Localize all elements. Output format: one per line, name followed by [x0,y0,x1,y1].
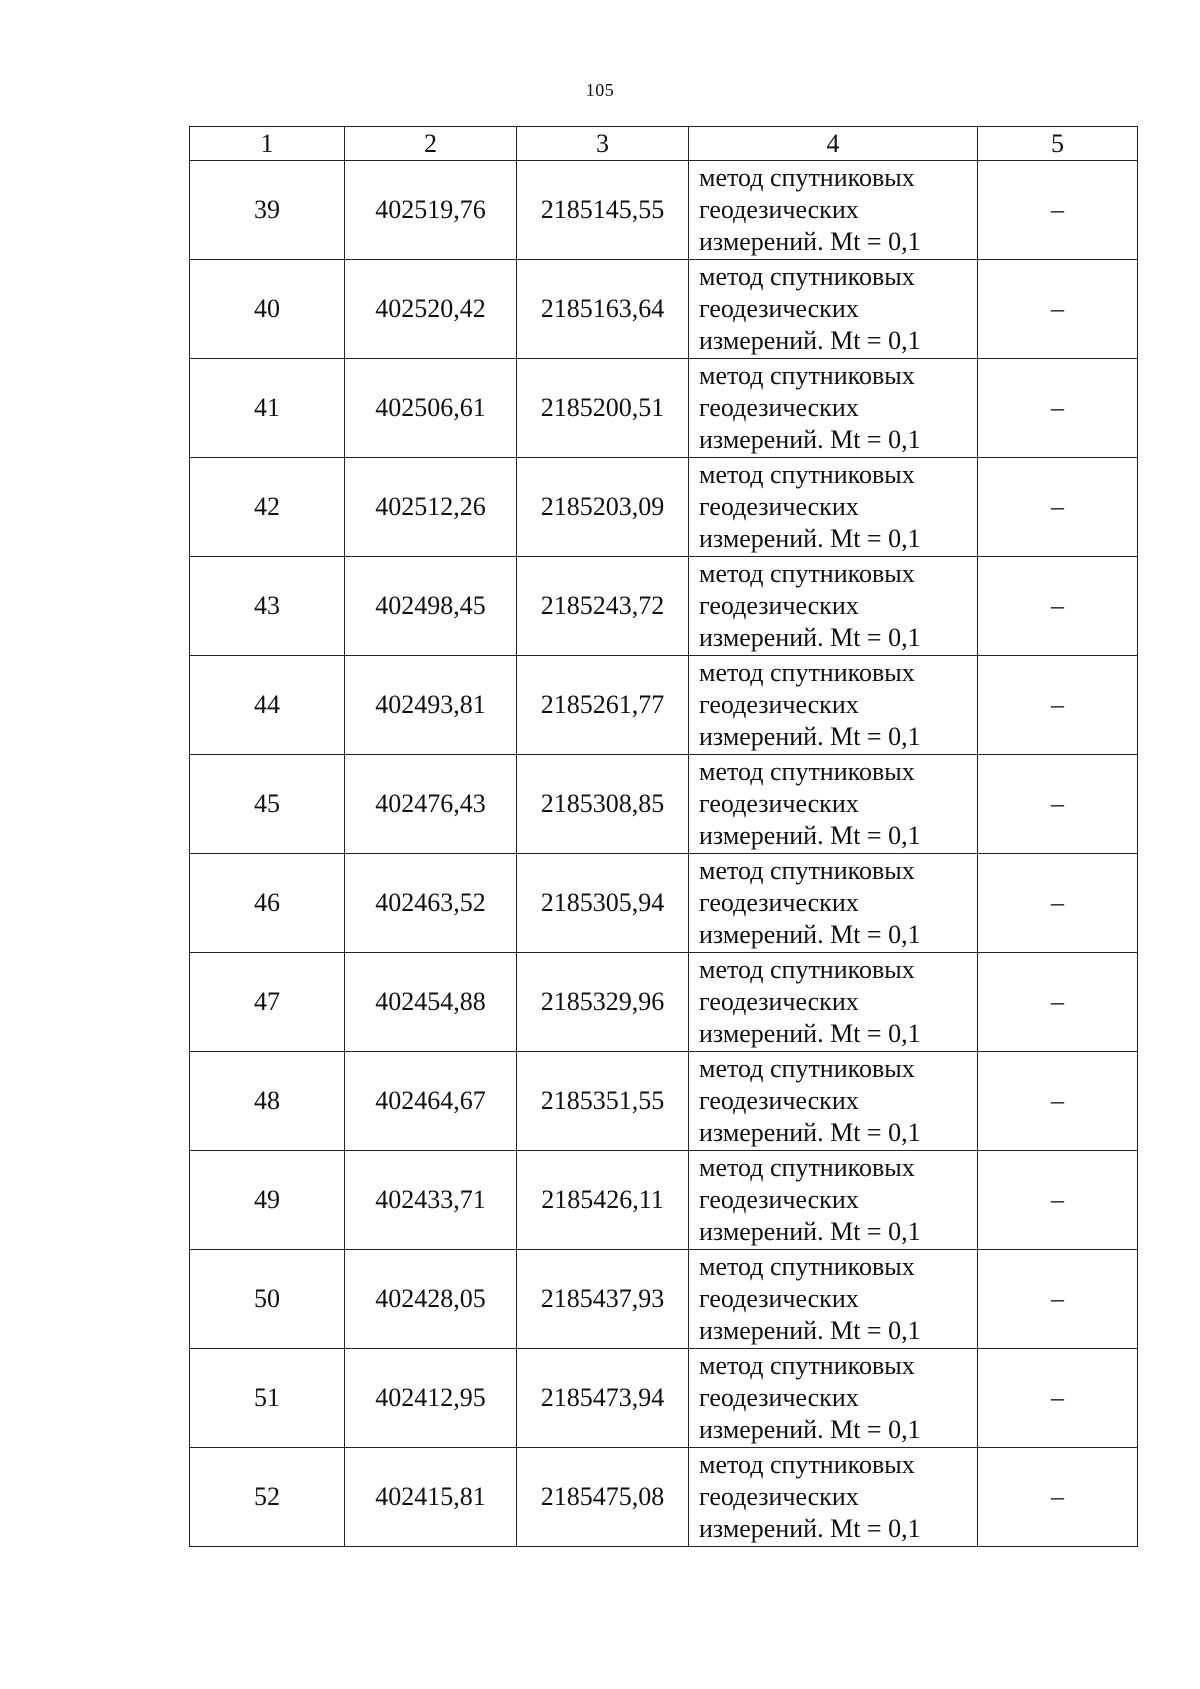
note-cell: – [978,656,1138,755]
table-row [190,1052,1138,1151]
method-line: геодезических [699,690,859,719]
coordinates-table [189,126,1138,1547]
y-coordinate-cell: 2185203,09 [517,458,689,557]
method-cell [689,1250,978,1349]
header-cell: 4 [689,127,978,161]
method-cell [689,557,978,656]
note-cell: – [978,1151,1138,1250]
note-cell: – [978,1250,1138,1349]
method-line: метод спутниковых [699,361,915,390]
method-cell [689,1052,978,1151]
x-coordinate-cell: 402520,42 [345,260,517,359]
y-coordinate-cell: 2185308,85 [517,755,689,854]
method-line: геодезических [699,393,859,422]
point-number-cell: 44 [190,656,345,755]
x-coordinate-cell: 402428,05 [345,1250,517,1349]
x-coordinate-cell: 402433,71 [345,1151,517,1250]
note-cell: – [978,953,1138,1052]
point-number-cell: 51 [190,1349,345,1448]
x-coordinate-cell: 402498,45 [345,557,517,656]
method-line: измерений. Mt = 0,1 [699,1019,921,1048]
method-line: геодезических [699,1185,859,1214]
method-line: геодезических [699,987,859,1016]
method-line: метод спутниковых [699,163,915,192]
point-number-cell: 52 [190,1448,345,1547]
x-coordinate-cell: 402463,52 [345,854,517,953]
y-coordinate-cell: 2185475,08 [517,1448,689,1547]
y-coordinate-cell: 2185437,93 [517,1250,689,1349]
method-cell [689,755,978,854]
x-coordinate-cell: 402493,81 [345,656,517,755]
note-cell: – [978,1349,1138,1448]
method-cell [689,854,978,953]
method-line: измерений. Mt = 0,1 [699,920,921,949]
method-line: измерений. Mt = 0,1 [699,326,921,355]
y-coordinate-cell: 2185243,72 [517,557,689,656]
method-line: метод спутниковых [699,757,915,786]
method-line: геодезических [699,195,859,224]
point-number-cell: 40 [190,260,345,359]
note-cell: – [978,1448,1138,1547]
method-line: измерений. Mt = 0,1 [699,821,921,850]
method-line: геодезических [699,1482,859,1511]
method-line: измерений. Mt = 0,1 [699,623,921,652]
table-row [190,1448,1138,1547]
method-cell [689,656,978,755]
page-number: 105 [585,80,615,100]
method-line: геодезических [699,789,859,818]
method-cell [689,1151,978,1250]
point-number-cell: 42 [190,458,345,557]
method-cell [689,458,978,557]
method-cell [689,161,978,260]
table-row [190,755,1138,854]
table-header-row [190,127,1138,161]
header-cell: 3 [517,127,689,161]
method-line: метод спутниковых [699,1054,915,1083]
method-cell [689,1448,978,1547]
method-line: измерений. Mt = 0,1 [699,1316,921,1345]
method-line: метод спутниковых [699,1252,915,1281]
method-line: измерений. Mt = 0,1 [699,1118,921,1147]
y-coordinate-cell: 2185261,77 [517,656,689,755]
y-coordinate-cell: 2185426,11 [517,1151,689,1250]
table-row [190,1250,1138,1349]
method-line: метод спутниковых [699,559,915,588]
point-number-cell: 46 [190,854,345,953]
header-cell: 5 [978,127,1138,161]
method-line: метод спутниковых [699,460,915,489]
y-coordinate-cell: 2185473,94 [517,1349,689,1448]
note-cell: – [978,161,1138,260]
point-number-cell: 48 [190,1052,345,1151]
method-line: геодезических [699,591,859,620]
method-line: измерений. Mt = 0,1 [699,722,921,751]
table-row [190,953,1138,1052]
table-row [190,359,1138,458]
y-coordinate-cell: 2185305,94 [517,854,689,953]
note-cell: – [978,755,1138,854]
point-number-cell: 50 [190,1250,345,1349]
x-coordinate-cell: 402512,26 [345,458,517,557]
header-cell: 1 [190,127,345,161]
table-row [190,557,1138,656]
method-cell [689,953,978,1052]
x-coordinate-cell: 402476,43 [345,755,517,854]
point-number-cell: 45 [190,755,345,854]
method-line: измерений. Mt = 0,1 [699,1514,921,1543]
point-number-cell: 49 [190,1151,345,1250]
method-line: измерений. Mt = 0,1 [699,1415,921,1444]
method-cell [689,260,978,359]
x-coordinate-cell: 402415,81 [345,1448,517,1547]
x-coordinate-cell: 402454,88 [345,953,517,1052]
x-coordinate-cell: 402506,61 [345,359,517,458]
method-cell [689,1349,978,1448]
method-line: метод спутниковых [699,955,915,984]
y-coordinate-cell: 2185163,64 [517,260,689,359]
table-row [190,1349,1138,1448]
method-line: метод спутниковых [699,1153,915,1182]
note-cell: – [978,458,1138,557]
point-number-cell: 43 [190,557,345,656]
method-line: метод спутниковых [699,1351,915,1380]
method-line: измерений. Mt = 0,1 [699,524,921,553]
y-coordinate-cell: 2185200,51 [517,359,689,458]
header-cell: 2 [345,127,517,161]
method-line: геодезических [699,1284,859,1313]
note-cell: – [978,854,1138,953]
y-coordinate-cell: 2185329,96 [517,953,689,1052]
note-cell: – [978,557,1138,656]
method-line: геодезических [699,888,859,917]
note-cell: – [978,359,1138,458]
method-line: метод спутниковых [699,1450,915,1479]
method-line: метод спутниковых [699,262,915,291]
table-row [190,656,1138,755]
method-line: измерений. Mt = 0,1 [699,425,921,454]
table-body [190,127,1138,1547]
x-coordinate-cell: 402464,67 [345,1052,517,1151]
x-coordinate-cell: 402519,76 [345,161,517,260]
point-number-cell: 39 [190,161,345,260]
y-coordinate-cell: 2185351,55 [517,1052,689,1151]
note-cell: – [978,1052,1138,1151]
method-line: метод спутниковых [699,856,915,885]
method-line: геодезических [699,294,859,323]
method-line: геодезических [699,1383,859,1412]
method-line: измерений. Mt = 0,1 [699,1217,921,1246]
table-row [190,260,1138,359]
table-row [190,854,1138,953]
point-number-cell: 41 [190,359,345,458]
point-number-cell: 47 [190,953,345,1052]
method-line: геодезических [699,492,859,521]
note-cell: – [978,260,1138,359]
method-cell [689,359,978,458]
y-coordinate-cell: 2185145,55 [517,161,689,260]
x-coordinate-cell: 402412,95 [345,1349,517,1448]
table-row [190,1151,1138,1250]
table-row [190,161,1138,260]
table-row [190,458,1138,557]
method-line: метод спутниковых [699,658,915,687]
method-line: геодезических [699,1086,859,1115]
method-line: измерений. Mt = 0,1 [699,227,921,256]
